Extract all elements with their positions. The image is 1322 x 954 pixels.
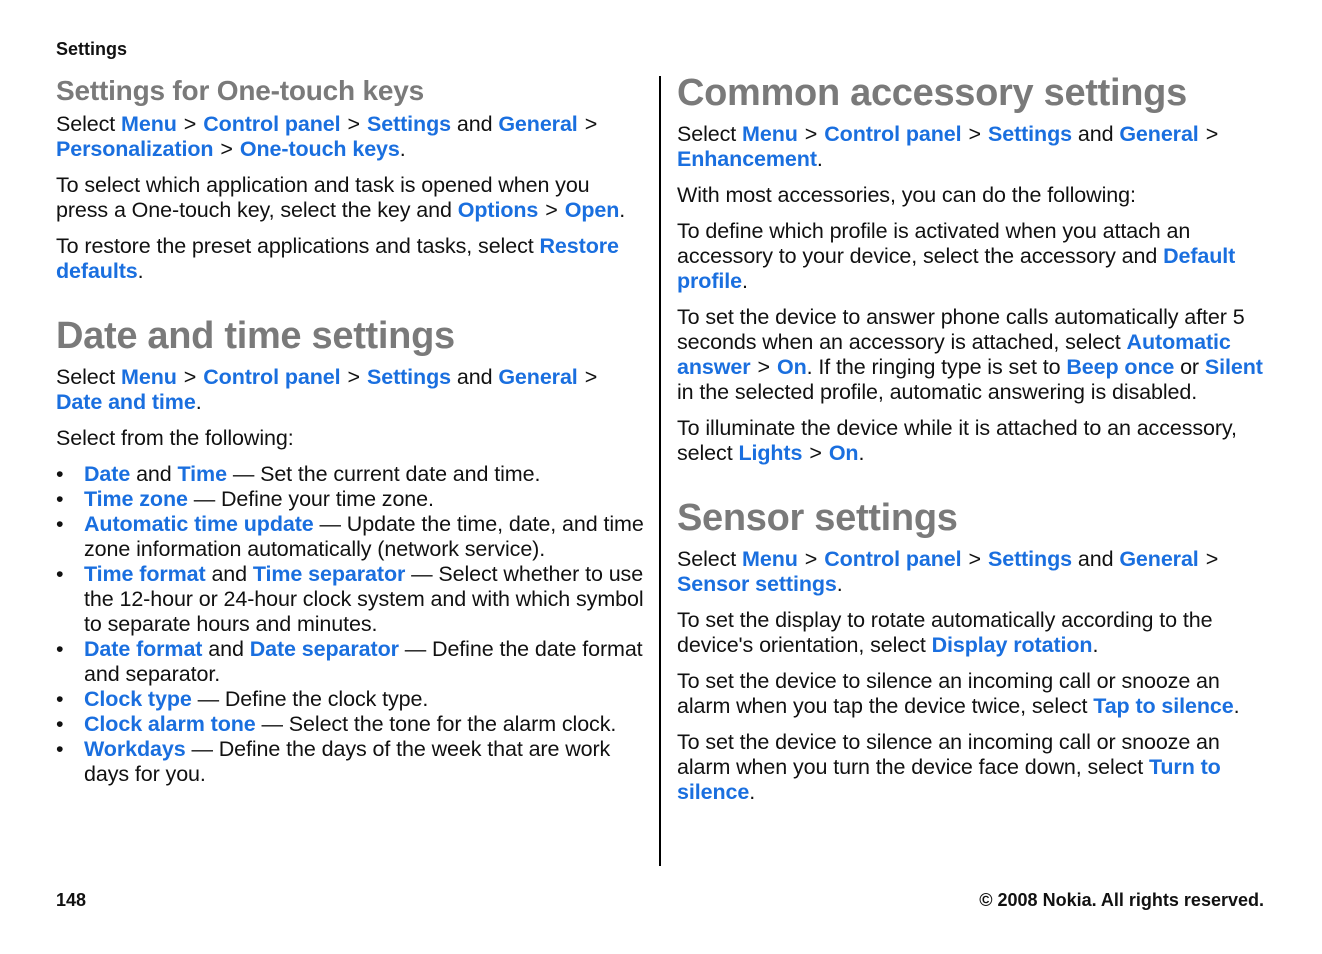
- datetime-options-list: [56, 462, 646, 787]
- link-display-rotation[interactable]: Display rotation: [931, 633, 1093, 657]
- onetouch-para-1: To select which application and task is opened when you press a One-touch key, select the key and Options > Open.: [56, 173, 626, 222]
- accessory-p3-text: To illuminate the device while it is attached to an accessory, select: [677, 416, 1237, 465]
- link-menu[interactable]: Menu: [121, 365, 177, 389]
- link-beep-once[interactable]: Beep once: [1066, 355, 1175, 379]
- link-turn-to-silence[interactable]: Turn to silence: [677, 755, 1221, 804]
- link-settings[interactable]: Settings: [987, 547, 1072, 571]
- link-enhancement[interactable]: Enhancement: [677, 147, 817, 171]
- link-settings[interactable]: Settings: [987, 122, 1072, 146]
- section-heading-onetouch: Settings for One-touch keys: [56, 75, 424, 106]
- link-personalization[interactable]: Personalization: [56, 137, 214, 161]
- link-date[interactable]: Date: [84, 462, 131, 486]
- section-heading-accessory: Common accessory settings: [677, 72, 1187, 114]
- link-control-panel[interactable]: Control panel: [203, 112, 341, 136]
- item-desc: — Select whether to use the 12-hour or 24-hour clock system and with which symbol to separate hours and minutes.: [84, 562, 644, 636]
- link-options[interactable]: Options: [457, 198, 539, 222]
- link-general[interactable]: General: [498, 365, 578, 389]
- accessory-intro: With most accessories, you can do the following:: [677, 183, 1136, 207]
- running-title: Settings: [56, 39, 128, 59]
- section-heading-datetime: Date and time settings: [56, 315, 455, 357]
- sensor-para-2: To set the device to silence an incoming call or snooze an alarm when you tap the device twice, select Tap to silence.: [677, 669, 1240, 718]
- left-column: [56, 70, 646, 787]
- link-control-panel[interactable]: Control panel: [824, 122, 962, 146]
- link-open[interactable]: Open: [564, 198, 620, 222]
- list-item: • Time zone — Define your time zone.: [56, 487, 434, 511]
- list-item: • Workdays — Define the days of the week that are work days for you.: [56, 737, 611, 786]
- link-time[interactable]: Time: [177, 462, 227, 486]
- link-default-profile[interactable]: Default profile: [677, 244, 1236, 293]
- path-and: and: [1077, 122, 1114, 146]
- item-desc: — Define your time zone.: [193, 487, 434, 511]
- list-item: • Clock type — Define the clock type.: [56, 687, 429, 711]
- onetouch-path: Select Menu > Control panel > Settings and General > Personalization > One-touch keys.: [56, 112, 598, 161]
- link-sensor-settings[interactable]: Sensor settings: [677, 572, 837, 596]
- item-desc: — Define the clock type.: [197, 687, 429, 711]
- accessory-p2-text: To set the device to answer phone calls automatically after 5 seconds when an accessory is attached, select: [677, 305, 1245, 354]
- item-desc: — Update the time, date, and time zone information automatically (network service).: [84, 512, 644, 561]
- link-date-and-time[interactable]: Date and time: [56, 390, 196, 414]
- accessory-p2-or: or: [1180, 355, 1199, 379]
- link-general[interactable]: General: [1119, 122, 1199, 146]
- column-divider: [659, 76, 661, 866]
- list-item: • Time format and Time separator — Select whether to use the 12-hour or 24-hour clock system and with which symbol to separate hours and minutes.: [56, 562, 644, 636]
- accessory-p2-text-b: . If the ringing type is set to: [806, 355, 1061, 379]
- link-restore-defaults[interactable]: Restore defaults: [56, 234, 619, 283]
- link-one-touch-keys[interactable]: One-touch keys: [239, 137, 400, 161]
- path-prefix: Select: [56, 365, 116, 389]
- item-and: and: [136, 462, 172, 486]
- right-column: [677, 70, 1277, 816]
- path-and: and: [456, 112, 493, 136]
- link-general[interactable]: General: [1119, 547, 1199, 571]
- accessory-path: Select Menu > Control panel > Settings and General > Enhancement.: [677, 122, 1219, 171]
- list-item: • Date format and Date separator — Define the date format and separator.: [56, 637, 643, 686]
- list-item: • Date and Time — Set the current date and time.: [56, 462, 541, 486]
- link-control-panel[interactable]: Control panel: [824, 547, 962, 571]
- path-and: and: [1077, 547, 1114, 571]
- item-and: and: [208, 637, 244, 661]
- sensor-path: Select Menu > Control panel > Settings and General > Sensor settings.: [677, 547, 1219, 596]
- copyright-notice: © 2008 Nokia. All rights reserved.: [979, 890, 1264, 910]
- item-desc: — Set the current date and time.: [232, 462, 541, 486]
- item-desc: — Define the date format and separator.: [84, 637, 643, 686]
- onetouch-p1-text: To select which application and task is opened when you press a One-touch key, select the key and: [56, 173, 590, 222]
- link-clock-type[interactable]: Clock type: [84, 687, 192, 711]
- item-desc: — Define the days of the week that are work days for you.: [84, 737, 611, 786]
- sensor-p3-text: To set the device to silence an incoming call or snooze an alarm when you turn the device face down, select: [677, 730, 1220, 779]
- link-tap-to-silence[interactable]: Tap to silence: [1093, 694, 1234, 718]
- datetime-intro: Select from the following:: [56, 426, 294, 450]
- link-workdays[interactable]: Workdays: [84, 737, 186, 761]
- link-date-separator[interactable]: Date separator: [249, 637, 399, 661]
- link-on[interactable]: On: [776, 355, 807, 379]
- link-silent[interactable]: Silent: [1204, 355, 1263, 379]
- path-prefix: Select: [677, 122, 737, 146]
- link-automatic-answer[interactable]: Automatic answer: [677, 330, 1231, 379]
- section-heading-sensor: Sensor settings: [677, 497, 958, 539]
- sensor-para-1: To set the display to rotate automatically according to the device's orientation, select Display rotation.: [677, 608, 1213, 657]
- link-clock-alarm-tone[interactable]: Clock alarm tone: [84, 712, 256, 736]
- link-settings[interactable]: Settings: [366, 365, 451, 389]
- onetouch-p2-text: To restore the preset applications and tasks, select: [56, 234, 534, 258]
- link-time-format[interactable]: Time format: [84, 562, 206, 586]
- link-date-format[interactable]: Date format: [84, 637, 203, 661]
- onetouch-para-2: To restore the preset applications and tasks, select Restore defaults.: [56, 234, 619, 283]
- link-lights[interactable]: Lights: [738, 441, 803, 465]
- accessory-para-1: To define which profile is activated when you attach an accessory to your device, select the accessory and Default profile.: [677, 219, 1236, 293]
- item-and: and: [211, 562, 248, 586]
- link-automatic-time-update[interactable]: Automatic time update: [84, 512, 314, 536]
- link-on[interactable]: On: [828, 441, 859, 465]
- path-prefix: Select: [56, 112, 116, 136]
- link-control-panel[interactable]: Control panel: [203, 365, 341, 389]
- accessory-para-3: To illuminate the device while it is attached to an accessory, select Lights > On.: [677, 416, 1237, 465]
- link-menu[interactable]: Menu: [742, 122, 798, 146]
- link-general[interactable]: General: [498, 112, 578, 136]
- link-menu[interactable]: Menu: [742, 547, 798, 571]
- sensor-p2-text: To set the device to silence an incoming call or snooze an alarm when you tap the device twice, select: [677, 669, 1220, 718]
- link-menu[interactable]: Menu: [121, 112, 177, 136]
- datetime-path: Select Menu > Control panel > Settings and General > Date and time.: [56, 365, 598, 414]
- link-time-separator[interactable]: Time separator: [252, 562, 406, 586]
- link-time-zone[interactable]: Time zone: [84, 487, 188, 511]
- item-desc: — Select the tone for the alarm clock.: [261, 712, 617, 736]
- sensor-p1-text: To set the display to rotate automatically according to the device's orientation, select: [677, 608, 1213, 657]
- list-item: • Automatic time update — Update the time, date, and time zone information automatically (network service).: [56, 512, 644, 561]
- sensor-para-3: To set the device to silence an incoming call or snooze an alarm when you turn the device face down, select Turn to silence.: [677, 730, 1221, 804]
- accessory-p1-text: To define which profile is activated when you attach an accessory to your device, select the accessory and: [677, 219, 1191, 268]
- accessory-p2-text-d: in the selected profile, automatic answering is disabled.: [677, 380, 1198, 404]
- accessory-para-2: To set the device to answer phone calls automatically after 5 seconds when an accessory is attached, select Automatic answer > On. If the ringing type is set to Beep once or Silent in the selected profile, automatic answering is disabled.: [677, 305, 1263, 404]
- page-number: 148: [56, 890, 87, 910]
- link-settings[interactable]: Settings: [366, 112, 451, 136]
- list-item: • Clock alarm tone — Select the tone for the alarm clock.: [56, 712, 617, 736]
- path-prefix: Select: [677, 547, 737, 571]
- path-and: and: [456, 365, 493, 389]
